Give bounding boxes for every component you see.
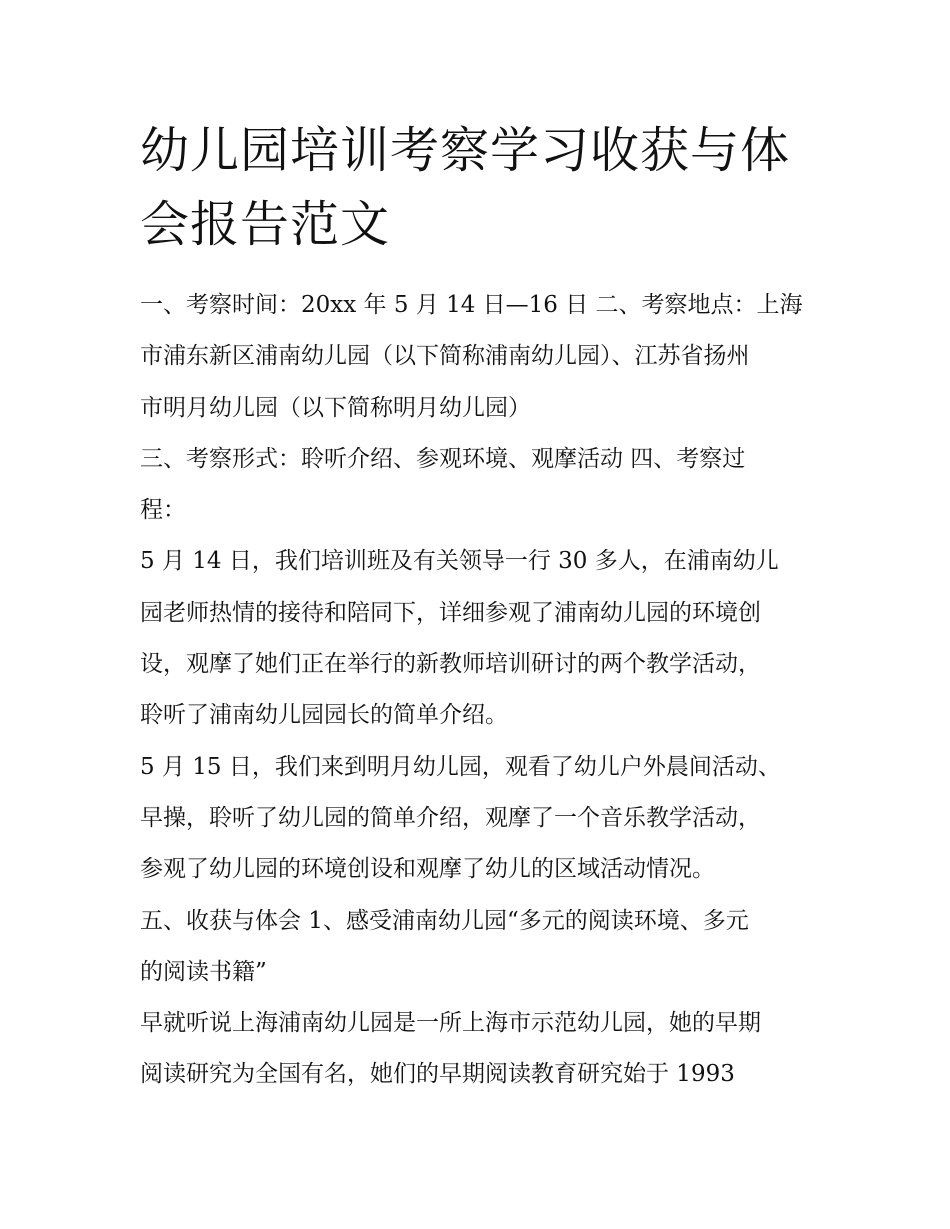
body-line: 参观了幼儿园的环境创设和观摩了幼儿的区域活动情况。 xyxy=(140,856,715,883)
title-line: 会报告范文 xyxy=(140,196,391,253)
body-line: 早就听说上海浦南幼儿园是一所上海市示范幼儿园，她的早期 xyxy=(140,1010,761,1037)
body-line: 设，观摩了她们正在举行的新教师培训研讨的两个教学活动， xyxy=(140,651,761,678)
body-line: 三、考察形式：聆听介绍、参观环境、观摩活动 四、考察过 xyxy=(140,445,746,472)
body-line: 5 月 15 日，我们来到明月幼儿园，观看了幼儿户外晨间活动、 xyxy=(140,753,781,780)
body-line: 程： xyxy=(140,497,186,524)
body-line: 5 月 14 日，我们培训班及有关领导一行 30 多人，在浦南幼儿 xyxy=(140,548,779,575)
document-body xyxy=(140,280,830,1101)
title-line: 幼儿园培训考察学习收获与体 xyxy=(140,122,791,179)
body-line: 五、收获与体会 1、感受浦南幼儿园“多元的阅读环境、多元 xyxy=(140,907,749,934)
body-line: 一、考察时间：20xx 年 5 月 14 日—16 日 二、考察地点：上海 xyxy=(140,292,803,318)
body-line: 聆听了浦南幼儿园园长的简单介绍。 xyxy=(140,702,508,729)
body-line: 早操，聆听了幼儿园的简单介绍，观摩了一个音乐教学活动， xyxy=(140,804,761,831)
body-line: 市明月幼儿园（以下简称明月幼儿园） xyxy=(140,394,531,421)
body-line: 园老师热情的接待和陪同下，详细参观了浦南幼儿园的环境创 xyxy=(140,599,761,626)
document-title xyxy=(140,114,820,262)
body-line: 市浦东新区浦南幼儿园（以下简称浦南幼儿园）、江苏省扬州 xyxy=(140,343,750,370)
body-line: 阅读研究为全国有名，她们的早期阅读教育研究始于 1993 xyxy=(140,1061,735,1088)
body-line: 的阅读书籍” xyxy=(140,958,267,985)
